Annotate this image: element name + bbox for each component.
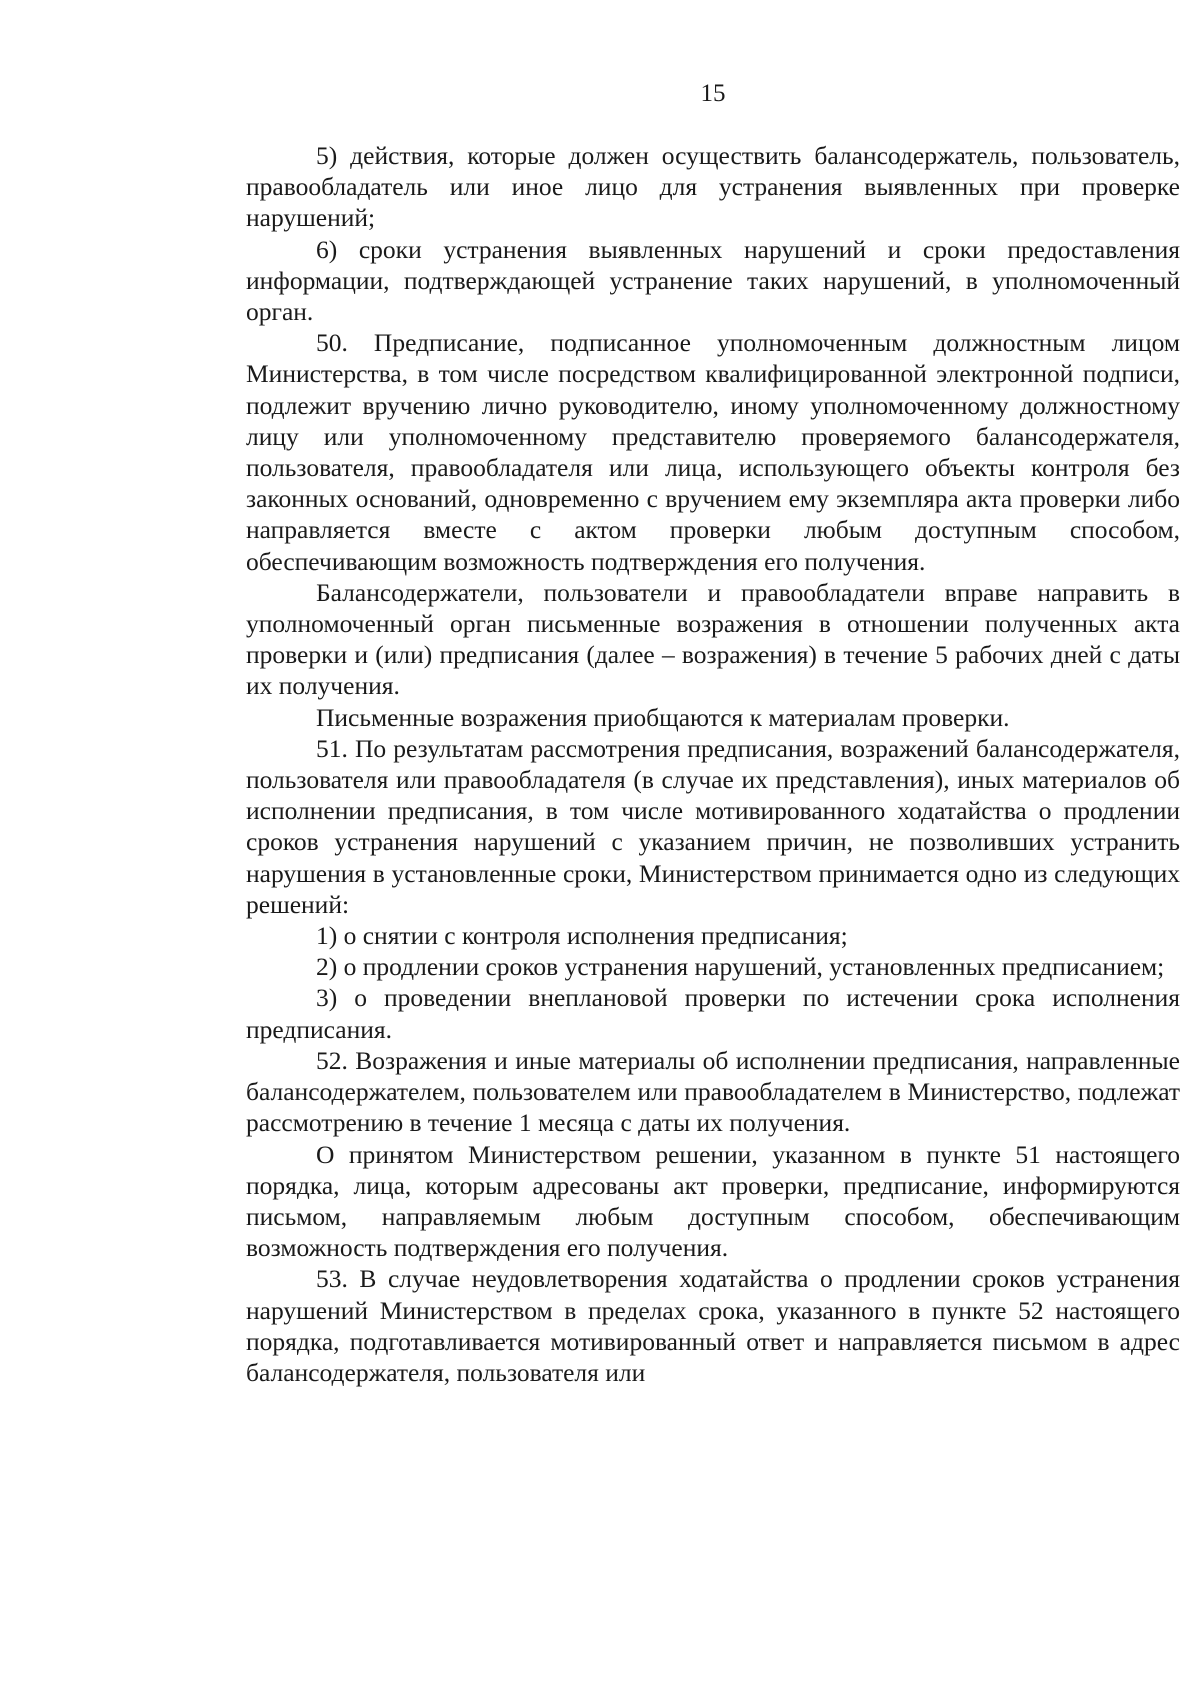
paragraph-decision-3: 3) о проведении внеплановой проверки по истечении срока исполнения предписания.: [246, 983, 1180, 1044]
paragraph-item-5: 5) действия, которые должен осуществить балансодержатель, пользователь, правообладатель или иное лицо для устранения выявленных при проверке нарушений;: [246, 141, 1180, 233]
paragraph-clause-53: 53. В случае неудовлетворения ходатайства о продлении сроков устранения нарушений Министерством в пределах срока, указанного в пункте 52 настоящего порядка, подготавливается мотивированный ответ и направляется письмом в адрес балансодержателя, пользователя или: [246, 1264, 1180, 1387]
paragraph-clause-52: 52. Возражения и иные материалы об исполнении предписания, направленные балансодержателем, пользователем или правообладателем в Министерство, подлежат рассмотрению в течение 1 месяца с даты их получения.: [246, 1045, 1180, 1138]
page-number: 15: [700, 80, 726, 107]
paragraph-objections: Балансодержатели, пользователи и правообладатели вправе направить в уполномоченный орган письменные возражения в отношении полученных акта проверки и (или) предписания (далее – возражения) в течение 5 рабочих дней с даты их получения.: [246, 577, 1180, 701]
paragraph-item-6: 6) сроки устранения выявленных нарушений и сроки предоставления информации, подтверждающей устранение таких нарушений, в уполномоченный орган.: [246, 234, 1180, 327]
paragraph-clause-51: 51. По результатам рассмотрения предписания, возражений балансодержателя, пользователя или правообладателя (в случае их представления), иных материалов об исполнении предписания, в том числе мотивированного ходатайства о продлении сроков устранения нарушений с указанием причин, не позволивших устранить нарушения в установленные сроки, Министерством принимается одно из следующих решений:: [246, 733, 1180, 919]
paragraph-objections-attached: Письменные возражения приобщаются к материалам проверки.: [316, 702, 1010, 732]
paragraph-decision-1: 1) о снятии с контроля исполнения предписания;: [316, 921, 848, 951]
paragraph-clause-50: 50. Предписание, подписанное уполномоченным должностным лицом Министерства, в том числе посредством квалифицированной электронной подписи, подлежит вручению лично руководителю, иному уполномоченному должностному лицу или уполномоченному представителю проверяемого балансодержателя, пользователя, правообладателя или лица, использующего объекты контроля без законных оснований, одновременно с вручением ему экземпляра акта проверки либо направляется вместе с актом проверки любым доступным способом, обеспечивающим возможность подтверждения его получения.: [246, 328, 1180, 576]
document-body: [246, 140, 1180, 1388]
paragraph-decision-notice: О принятом Министерством решении, указанном в пункте 51 настоящего порядка, лица, которым адресованы акт проверки, предписание, информируются письмом, направляемым любым доступным способом, обеспечивающим возможность подтверждения его получения.: [246, 1139, 1180, 1263]
paragraph-decision-2: 2) о продлении сроков устранения нарушений, установленных предписанием;: [316, 952, 1165, 982]
